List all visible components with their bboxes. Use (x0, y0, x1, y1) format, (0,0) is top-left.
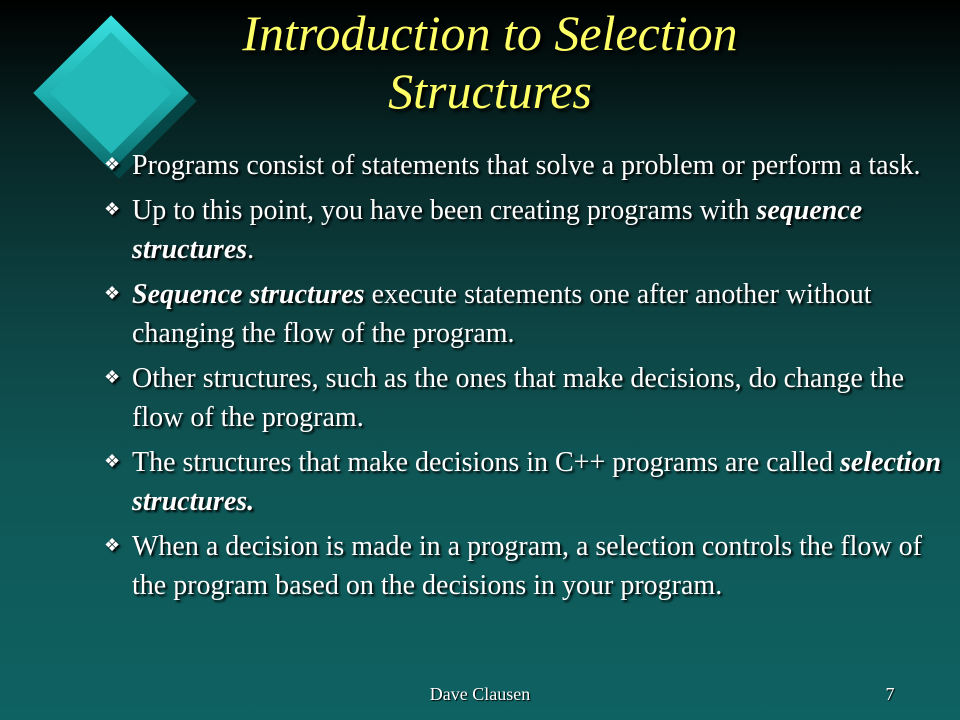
bullet-item (100, 191, 945, 269)
bullet-text: When a decision is made in a program, a selection controls the flow of the program based on the decisions in your program. (132, 531, 922, 601)
bullet-list (100, 146, 945, 611)
bullet-text: Up to this point, you have been creating programs with (132, 195, 757, 226)
slide-title-line-1: Introduction to Selection (242, 5, 738, 61)
slide-title-line-2: Structures (388, 63, 592, 119)
bullet-text: Programs consist of statements that solve a problem or perform a task. (132, 150, 921, 181)
bullet-emphasis: selection structures. (132, 447, 942, 517)
bullet-emphasis: Sequence structures (132, 279, 365, 310)
bullet-emphasis: sequence structures (132, 195, 863, 265)
bullet-item (100, 359, 945, 437)
bullet-text: Other structures, such as the ones that make decisions, do change the flow of the program. (132, 363, 905, 433)
diamond-bullet-icon: ❖ (104, 367, 121, 387)
diamond-bullet-icon: ❖ (104, 283, 121, 303)
bullet-text-after: . (247, 234, 255, 265)
bullet-text: The structures that make decisions in C++ programs are called (132, 447, 841, 478)
diamond-bullet-icon: ❖ (104, 199, 121, 219)
bullet-item (100, 275, 945, 353)
bullet-item (100, 527, 945, 605)
slide-title (160, 4, 820, 120)
bullet-text-after: execute statements one after another without changing the flow of the program. (132, 279, 872, 349)
diamond-bullet-icon: ❖ (104, 154, 121, 174)
bullet-item (100, 146, 945, 185)
page-number: 7 (885, 684, 895, 704)
footer-author: Dave Clausen (429, 684, 531, 704)
diamond-bullet-icon: ❖ (104, 535, 121, 555)
diamond-bullet-icon: ❖ (104, 451, 121, 471)
bullet-item (100, 443, 945, 521)
